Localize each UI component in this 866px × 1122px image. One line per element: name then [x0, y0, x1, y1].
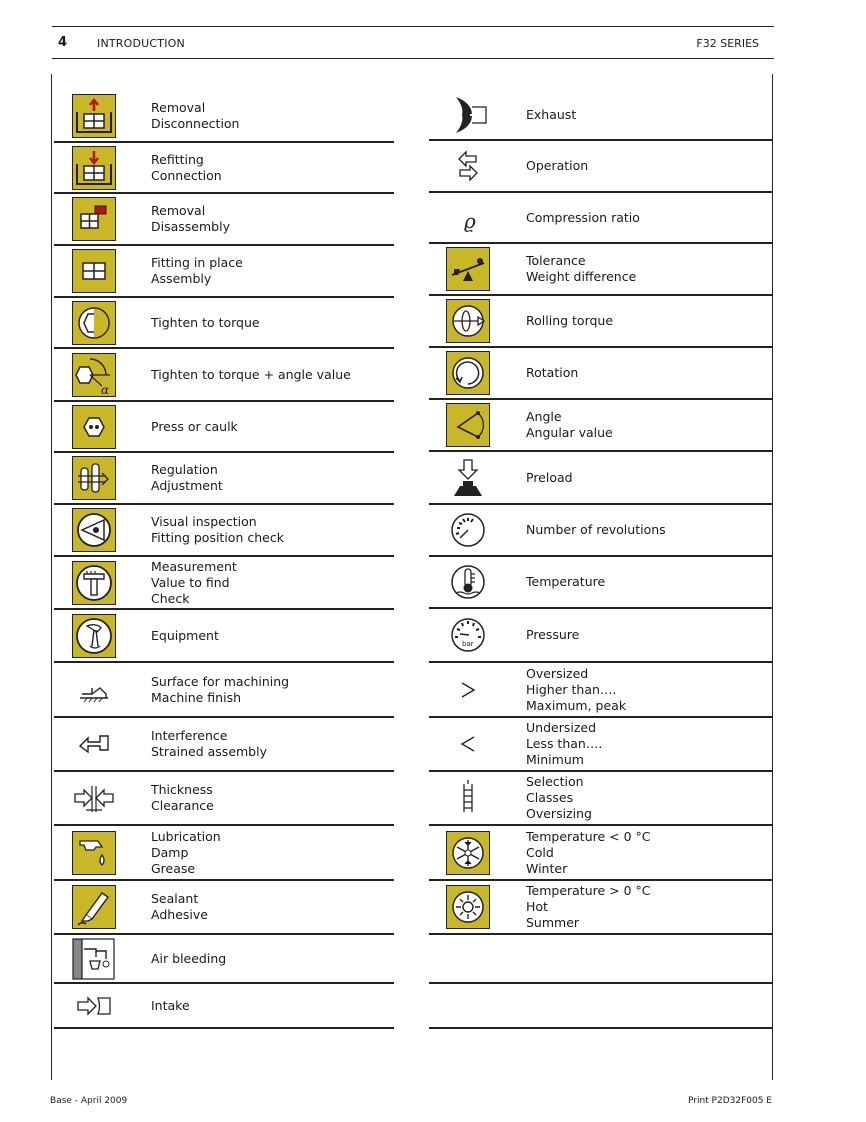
symbol-description: Measurement Value to find Check — [151, 558, 237, 606]
undersized-icon — [446, 722, 490, 766]
removal-disassembly-icon — [72, 197, 116, 241]
symbol-description: Pressure — [526, 627, 580, 642]
symbol-row — [54, 246, 394, 298]
right-margin-rule — [772, 74, 773, 1080]
footer-print-code: Print P2D32F005 E — [687, 1096, 772, 1106]
symbol-row — [54, 453, 394, 505]
symbol-description: Temperature < 0 °C Cold Winter — [526, 828, 651, 876]
symbol-row — [429, 90, 772, 141]
symbol-description: Regulation Adjustment — [151, 462, 223, 493]
symbol-row — [54, 772, 394, 826]
series-label: F32 SERIES — [696, 37, 759, 50]
symbol-row — [429, 193, 772, 244]
footer-edition: Base - April 2009 — [50, 1096, 128, 1106]
air-bleeding-icon — [72, 937, 116, 981]
press-caulk-icon — [72, 405, 116, 449]
symbol-description: Visual inspection Fitting position check — [151, 514, 284, 545]
symbol-row — [54, 881, 394, 935]
intake-icon — [72, 984, 116, 1028]
symbol-row — [429, 718, 772, 772]
selection-icon — [446, 776, 490, 820]
symbol-row — [54, 90, 394, 143]
compression-ratio-icon — [446, 196, 490, 240]
symbol-row — [429, 881, 772, 935]
section-title: INTRODUCTION — [97, 37, 185, 50]
symbol-description: Interference Strained assembly — [151, 728, 267, 759]
rotation-icon — [446, 351, 490, 395]
symbol-description: Thickness Clearance — [151, 782, 214, 813]
fitting-assembly-icon — [72, 249, 116, 293]
symbol-description: Tolerance Weight difference — [526, 253, 637, 284]
tighten-torque-icon — [72, 301, 116, 345]
symbol-description: Press or caulk — [151, 418, 238, 434]
sealant-adhesive-icon — [72, 885, 116, 929]
symbol-row — [54, 298, 394, 349]
symbol-description: Fitting in place Assembly — [151, 255, 243, 286]
symbol-row — [54, 935, 394, 984]
symbol-description: Intake — [151, 997, 190, 1013]
symbol-description: Tighten to torque — [151, 314, 260, 330]
symbol-description: Preload — [526, 469, 573, 485]
symbol-row — [54, 663, 394, 718]
surface-machining-icon — [72, 668, 116, 712]
temperature-hot-icon — [446, 885, 490, 929]
symbol-row — [54, 505, 394, 557]
symbol-row — [54, 143, 394, 194]
symbol-description: Undersized Less than…. Minimum — [526, 720, 603, 767]
tighten-torque-angle-icon — [72, 353, 116, 397]
temperature-icon — [446, 560, 490, 604]
tolerance-icon — [446, 247, 490, 291]
empty-row — [429, 984, 772, 1029]
symbol-row — [429, 141, 772, 193]
symbol-description: Surface for machining Machine finish — [151, 673, 290, 705]
interference-icon — [72, 722, 116, 766]
svg-text:α: α — [101, 382, 110, 397]
svg-text:bar: bar — [462, 640, 474, 648]
symbol-row — [429, 452, 772, 505]
symbol-description: Operation — [526, 158, 589, 173]
symbol-description: Temperature > 0 °C Hot Summer — [526, 883, 651, 930]
symbol-description: Equipment — [151, 627, 219, 643]
refitting-connection-icon — [72, 146, 116, 190]
preload-icon — [446, 456, 490, 500]
symbol-row — [429, 296, 772, 348]
revolutions-icon — [446, 508, 490, 552]
oversized-icon — [446, 668, 490, 712]
symbol-row — [54, 718, 394, 772]
svg-text:ϱ: ϱ — [464, 208, 476, 233]
symbol-description: Rolling torque — [526, 313, 614, 328]
symbol-row — [54, 194, 394, 246]
symbol-row — [54, 826, 394, 881]
angle-icon — [446, 403, 490, 447]
symbol-description: Removal Disassembly — [151, 203, 230, 234]
symbol-row — [54, 557, 394, 610]
symbol-description: Selection Classes Oversizing — [526, 774, 592, 821]
operation-icon — [446, 144, 490, 188]
pressure-icon — [446, 613, 490, 657]
removal-disconnection-icon — [72, 94, 116, 138]
measurement-icon — [72, 561, 116, 605]
symbol-row — [429, 244, 772, 296]
symbol-row — [54, 984, 394, 1029]
exhaust-icon — [446, 93, 490, 137]
regulation-adjustment-icon — [72, 456, 116, 500]
symbol-description: Air bleeding — [151, 950, 227, 966]
symbol-description: Exhaust — [526, 106, 577, 122]
symbol-row — [54, 349, 394, 402]
symbol-row — [429, 663, 772, 718]
lubrication-icon — [72, 831, 116, 875]
empty-row — [429, 935, 772, 984]
symbol-row — [429, 772, 772, 826]
temperature-cold-icon — [446, 831, 490, 875]
symbol-row — [429, 557, 772, 609]
header-rule-top — [52, 26, 774, 27]
symbol-description: Tighten to torque + angle value — [151, 366, 351, 382]
symbol-description: Removal Disconnection — [151, 99, 240, 131]
symbol-description: Sealant Adhesive — [151, 891, 208, 922]
equipment-icon — [72, 614, 116, 658]
symbol-description: Temperature — [526, 574, 606, 589]
visual-inspection-icon — [72, 508, 116, 552]
symbol-description: Refitting Connection — [151, 151, 222, 183]
symbol-description: Oversized Higher than…. Maximum, peak — [526, 665, 627, 713]
symbol-row — [429, 400, 772, 452]
page-number: 4 — [58, 35, 68, 50]
symbol-row — [429, 609, 772, 663]
symbol-description: Compression ratio — [526, 209, 640, 225]
header-rule-bottom — [52, 58, 774, 59]
left-margin-rule — [51, 74, 52, 1080]
rolling-torque-icon — [446, 299, 490, 343]
symbol-row — [54, 402, 394, 453]
symbol-row — [429, 826, 772, 881]
symbol-row — [429, 505, 772, 557]
symbol-description: Number of revolutions — [526, 522, 666, 537]
symbol-row — [54, 610, 394, 663]
thickness-clearance-icon — [72, 776, 116, 820]
symbol-row — [429, 348, 772, 400]
symbol-description: Lubrication Damp Grease — [151, 828, 221, 876]
symbol-description: Rotation — [526, 365, 579, 380]
symbol-description: Angle Angular value — [526, 409, 613, 440]
